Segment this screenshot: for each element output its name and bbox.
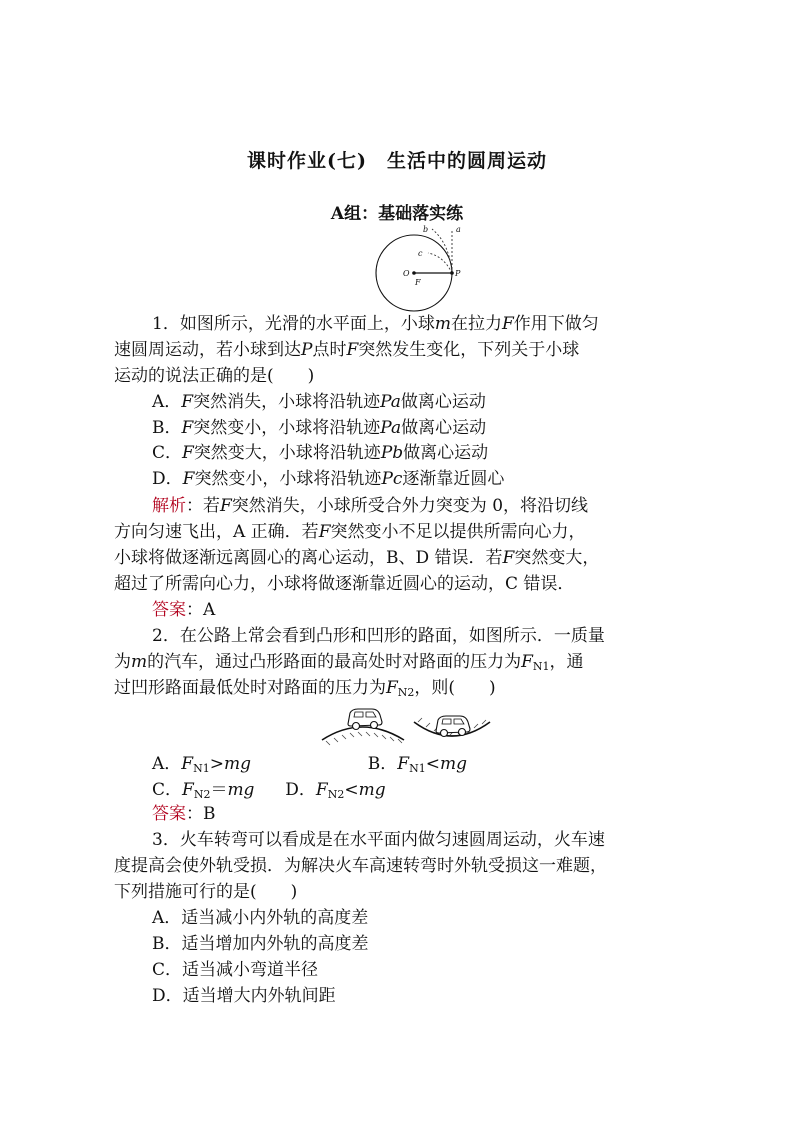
label-o: O: [403, 269, 410, 278]
q3-option-d: D．适当增大内外轨间距: [152, 986, 336, 1006]
section-heading: A组：基础落实练: [330, 204, 464, 224]
q3-option-a: A．适当减小内外轨的高度差: [152, 908, 369, 928]
q2-answer: 答案：B: [152, 804, 216, 824]
q1-line-2: 速圆周运动，若小球到达P点时F突然发生变化，下列关于小球: [114, 340, 580, 360]
q1-option-b: B．F突然变小，小球将沿轨迹Pa做离心运动: [152, 418, 487, 438]
q1-line-3: 运动的说法正确的是( ): [114, 366, 315, 386]
q1-solution-line-3: 小球将做逐渐远离圆心的离心运动，B、D 错误．若F突然变大，: [114, 548, 600, 568]
q3-option-c: C．适当减小弯道半径: [152, 960, 319, 980]
q1-line-1: 1．如图所示，光滑的水平面上，小球m在拉力F作用下做匀: [152, 314, 599, 334]
ball-point: [450, 271, 454, 275]
road-figure: [318, 700, 494, 746]
q3-line-2: 度提高会使外轨受损．为解决火车高速转弯时外轨受损这一难题，: [114, 856, 607, 876]
page-title: 课时作业(七) 生活中的圆周运动: [247, 150, 547, 172]
q1-solution-line-1: 解析：若F突然消失，小球所受合外力突变为 0，将沿切线: [152, 496, 589, 516]
q2-line-2: 为m的汽车，通过凸形路面的最高处时对路面的压力为$F_{N1}$，通: [114, 652, 584, 673]
q1-solution-line-2: 方向匀速飞出，A 正确．若F突然变小不足以提供所需向心力，: [114, 522, 586, 542]
car-on-concave-road: [436, 716, 470, 737]
q2-line-1: 2．在公路上常会看到凸形和凹形的路面，如图所示．一质量: [152, 626, 605, 646]
label-p: P: [455, 269, 461, 278]
q3-option-b: B．适当增加内外轨的高度差: [152, 934, 369, 954]
trajectory-b: [432, 229, 452, 273]
q1-option-c: C．F突然变大，小球将沿轨迹Pb做离心运动: [152, 443, 489, 463]
label-a: a: [456, 225, 461, 234]
q1-option-d: D．F突然变小，小球将沿轨迹Pc逐渐靠近圆心: [152, 469, 505, 489]
q1-solution-line-4: 超过了所需向心力，小球将做逐渐靠近圆心的运动，C 错误．: [114, 574, 575, 594]
q2-options-cd: C．$F_{N2}=mg$ D．$F_{N2}<mg$: [152, 780, 386, 801]
q3-line-3: 下列措施可行的是( ): [114, 882, 298, 902]
q1-option-a: A．F突然消失，小球将沿轨迹Pa做离心运动: [152, 392, 486, 412]
center-point: [412, 271, 416, 275]
q2-line-3: 过凹形路面最低处时对路面的压力为$F_{N2}$，则( ): [114, 678, 496, 699]
convex-road: [322, 727, 404, 745]
label-b: b: [423, 225, 429, 234]
q2-options-ab: A．$F_{N1}>mg$ B．$F_{N1}<mg$: [152, 754, 467, 775]
q1-answer: 答案：A: [152, 600, 216, 620]
label-c: c: [418, 249, 423, 258]
q3-line-1: 3．火车转弯可以看成是在水平面内做匀速圆周运动，火车速: [152, 830, 605, 850]
circular-motion-figure: [370, 223, 470, 315]
label-f: F: [415, 278, 421, 287]
